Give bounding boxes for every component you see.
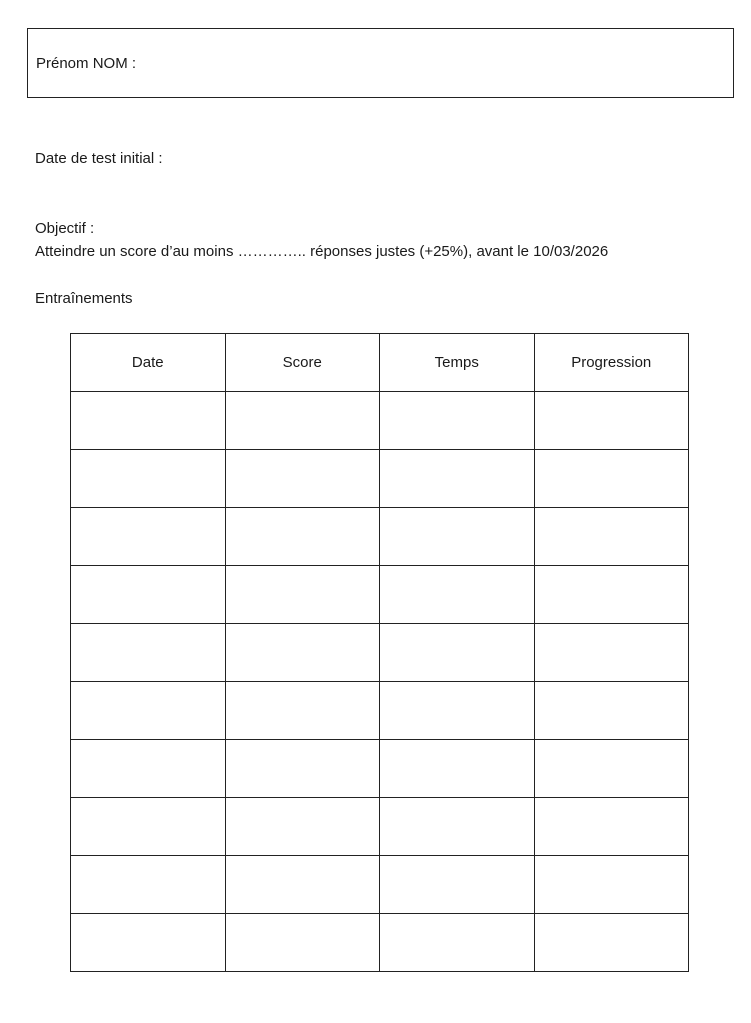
table-row [71,566,689,624]
cell-date[interactable] [71,508,226,566]
cell-progression[interactable] [534,740,689,798]
cell-score[interactable] [225,740,380,798]
cell-time[interactable] [380,450,535,508]
cell-time[interactable] [380,392,535,450]
cell-progression[interactable] [534,856,689,914]
cell-date[interactable] [71,856,226,914]
cell-date[interactable] [71,740,226,798]
table-row [71,450,689,508]
initial-test-date-label: Date de test initial : [35,150,163,167]
cell-time[interactable] [380,566,535,624]
cell-score[interactable] [225,624,380,682]
training-table [70,333,689,972]
cell-score[interactable] [225,508,380,566]
cell-time[interactable] [380,508,535,566]
column-header-score: Score [225,334,380,392]
training-table-body [71,392,689,972]
training-title: Entraînements [35,290,133,307]
cell-progression[interactable] [534,450,689,508]
cell-date[interactable] [71,682,226,740]
cell-time[interactable] [380,740,535,798]
cell-progression[interactable] [534,914,689,972]
table-row [71,392,689,450]
table-row [71,798,689,856]
cell-date[interactable] [71,914,226,972]
table-row [71,856,689,914]
column-header-date: Date [71,334,226,392]
objective-title: Objectif : [35,220,95,237]
cell-progression[interactable] [534,682,689,740]
cell-progression[interactable] [534,566,689,624]
table-row [71,740,689,798]
cell-progression[interactable] [534,392,689,450]
table-header-row [71,334,689,392]
cell-score[interactable] [225,450,380,508]
cell-date[interactable] [71,566,226,624]
cell-progression[interactable] [534,798,689,856]
cell-score[interactable] [225,914,380,972]
table-row [71,914,689,972]
cell-time[interactable] [380,624,535,682]
cell-score[interactable] [225,566,380,624]
cell-progression[interactable] [534,624,689,682]
table-row [71,508,689,566]
objective-text: Atteindre un score d’au moins ………….. réponses justes (+25%), avant le 10/03/2026 [35,243,609,260]
column-header-progression: Progression [534,334,689,392]
name-label: Prénom NOM : [36,55,137,72]
name-field-box[interactable] [27,28,734,98]
cell-score[interactable] [225,392,380,450]
table-row [71,682,689,740]
cell-time[interactable] [380,682,535,740]
cell-date[interactable] [71,624,226,682]
cell-time[interactable] [380,914,535,972]
column-header-time: Temps [380,334,535,392]
cell-score[interactable] [225,798,380,856]
cell-score[interactable] [225,682,380,740]
table-row [71,624,689,682]
cell-date[interactable] [71,392,226,450]
cell-time[interactable] [380,856,535,914]
cell-time[interactable] [380,798,535,856]
cell-progression[interactable] [534,508,689,566]
cell-date[interactable] [71,450,226,508]
cell-score[interactable] [225,856,380,914]
cell-date[interactable] [71,798,226,856]
